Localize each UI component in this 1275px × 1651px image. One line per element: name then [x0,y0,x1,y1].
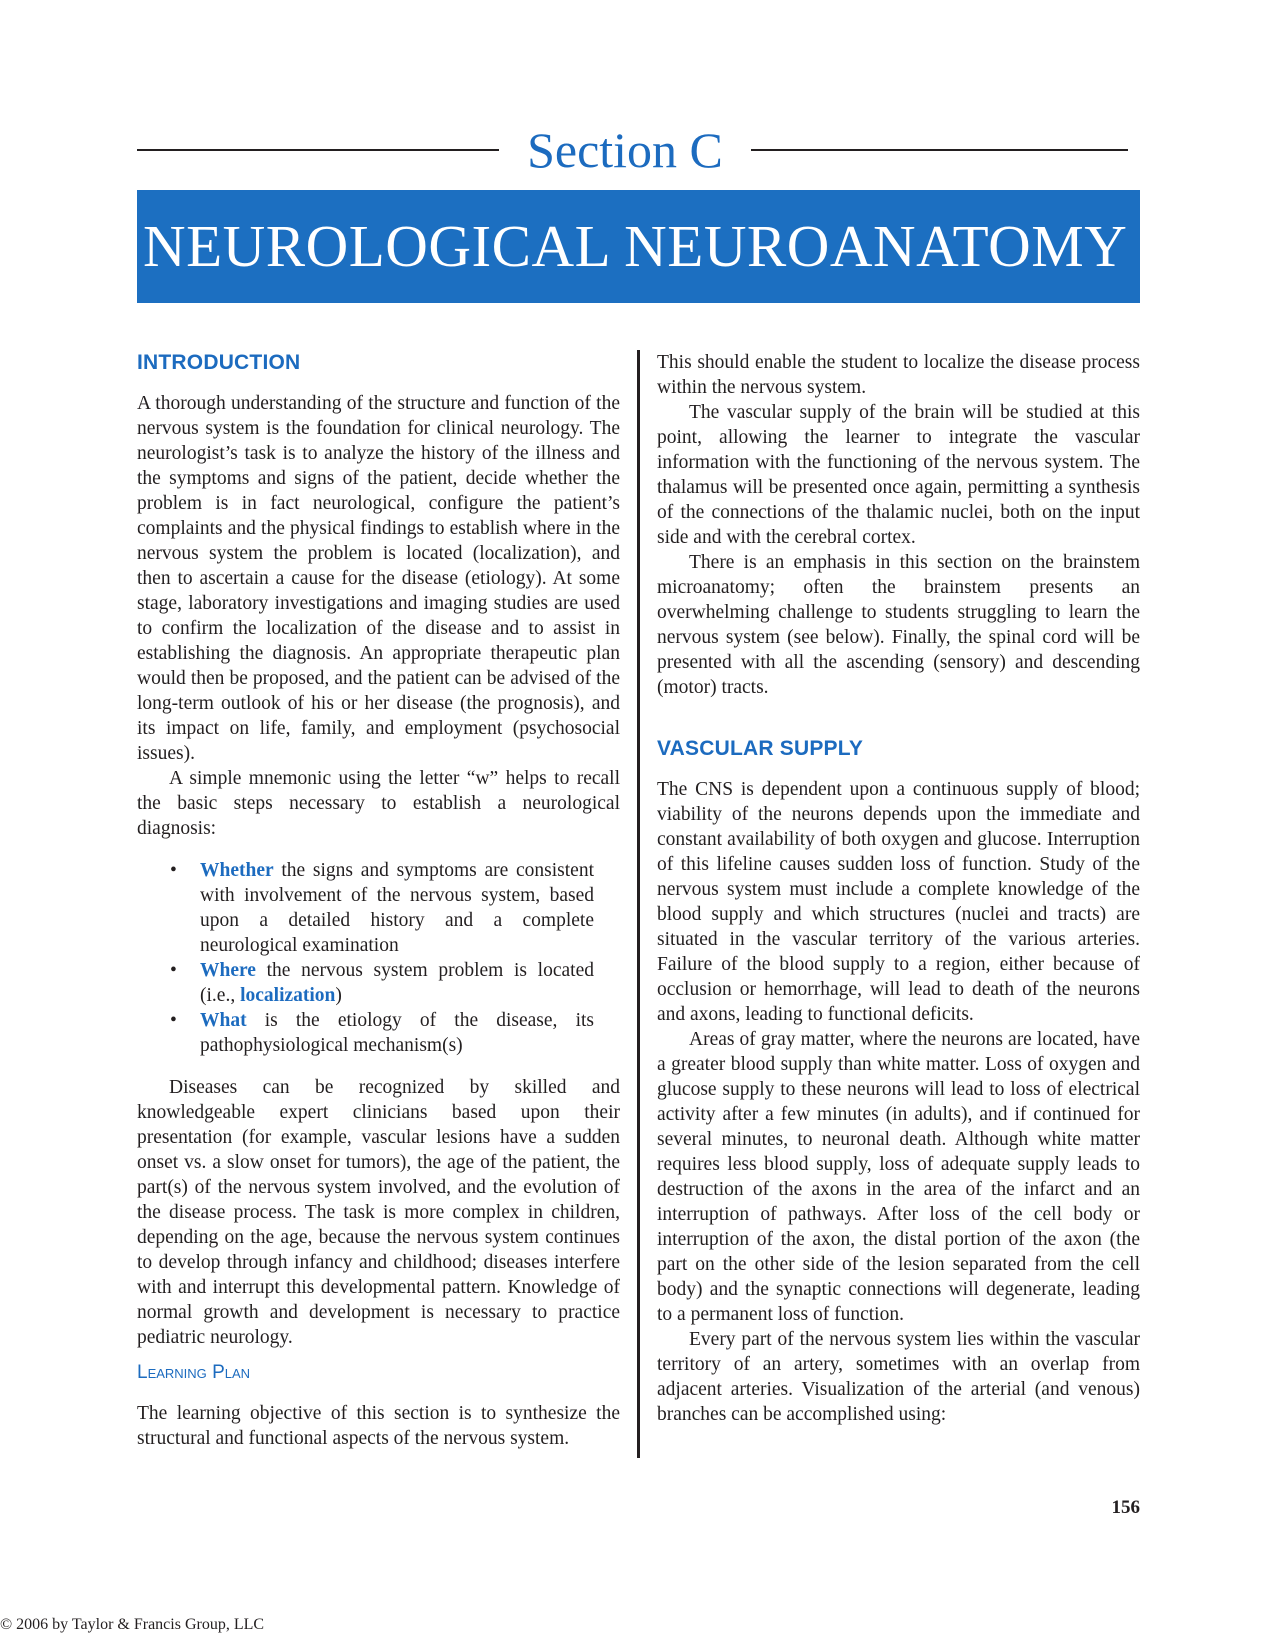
learning-plan-paragraph-1: The learning objective of this section is to synthesize the structural and functional aspects of the nervous system. [137,1403,620,1449]
keyword: What [200,1010,247,1031]
title-banner [137,190,1140,303]
vascular-supply-heading: VASCULAR SUPPLY [657,737,864,760]
copyright-notice: © 2006 by Taylor & Francis Group, LLC [0,1616,265,1633]
page-title: NEUROLOGICAL NEUROANATOMY [143,213,1128,279]
section-rule-left [137,149,499,151]
page-number: 156 [1111,1497,1140,1518]
list-item: • What is the etiology of the disease, its pathophysiological mechanism(s) [170,1010,594,1056]
list-item-text: is the etiology of the disease, its pathophysiological mechanism(s) [200,1010,594,1056]
vascular-paragraph-2: Areas of gray matter, where the neurons are located, have a greater blood supply than white matter. Loss of oxygen and glucose supply to these neurons will lead to loss of electrical activity after a few minutes (in adults), and if continued for several minutes, to neuronal death. Although white matter requires less blood supply, loss of adequate supply leads to destruction of the axons in the area of the infarct and an interruption of pathways. After loss of the cell body or interruption of the axon, the distal portion of the axon (the part on the other side of the lesion separated from the cell body) and the synaptic connections will degenerate, leading to a permanent loss of function. [657,1029,1140,1325]
keyword: localization [240,985,336,1006]
left-column [137,350,620,1451]
learning-plan-heading: Learning Plan [137,1362,251,1383]
vascular-paragraph-1: The CNS is dependent upon a continuous supply of blood; viability of the neurons depends upon the immediate and constant availability of both oxygen and glucose. Interruption of this lifeline causes sudden loss of function. Study of the nervous system must include a complete knowledge of the blood supply and which structures (nuclei and tracts) are situated in the vascular territory of the various arteries. Failure of the blood supply to a region, either because of occlusion or hemorrhage, will lead to death of the neurons and axons, leading to functional deficits. [657,779,1140,1025]
list-item-tail: ) [335,985,342,1006]
keyword: Where [200,960,256,981]
list-item-text: the signs and symptoms are consistent with involvement of the nervous system, based upon a detailed history and a complete neurological examination [200,860,594,956]
keyword: Whether [200,860,274,881]
learning-plan-paragraph-3: The vascular supply of the brain will be studied at this point, allowing the learner to integrate the vascular information with the functioning of the nervous system. The thalamus will be presented once again, permitting a synthesis of the connections of the thalamic nuclei, both on the input side and with the cerebral cortex. [657,402,1140,548]
column-divider [637,350,640,1458]
vascular-paragraph-3: Every part of the nervous system lies within the vascular territory of an artery, sometimes with an overlap from adjacent arteries. Visualization of the arterial (and venous) branches can be accomplished using: [657,1329,1140,1425]
introduction-heading: INTRODUCTION [137,351,301,374]
learning-plan-paragraph-2: This should enable the student to localize the disease process within the nervous system. [657,352,1140,398]
intro-paragraph-2: A simple mnemonic using the letter “w” helps to recall the basic steps necessary to establish a neurological diagnosis: [137,768,620,839]
list-item: • Where the nervous system problem is located (i.e., localization) [170,960,594,1006]
section-label: Section C [527,122,723,178]
mnemonic-list [137,858,620,1058]
section-rule-right [751,149,1128,151]
list-item: • Whether the signs and symptoms are consistent with involvement of the nervous system, based upon a detailed history and a complete neurological examination [170,860,594,956]
intro-paragraph-3: Diseases can be recognized by skilled and knowledgeable expert clinicians based upon their presentation (for example, vascular lesions have a sudden onset vs. a slow onset for tumors), the age of the patient, the part(s) of the nervous system involved, and the evolution of the disease process. The task is more complex in children, depending on the age, because the nervous system continues to develop through infancy and childhood; diseases interfere with and interrupt this developmental pattern. Knowledge of normal growth and development is necessary to practice pediatric neurology. [137,1077,620,1348]
learning-plan-paragraph-4: There is an emphasis in this section on the brainstem microanatomy; often the brainstem presents an overwhelming challenge to students struggling to learn the nervous system (see below). Finally, the spinal cord will be presented with all the ascending (sensory) and descending (motor) tracts. [657,552,1140,698]
intro-paragraph-1: A thorough understanding of the structure and function of the nervous system is the foundation for clinical neurology. The neurologist’s task is to analyze the history of the illness and the symptoms and signs of the patient, decide whether the problem is in fact neurological, configure the patient’s complaints and the physical findings to establish where in the nervous system the problem is located (localization), and then to ascertain a cause for the disease (etiology). At some stage, laboratory investigations and imaging studies are used to confirm the localization of the disease and to assist in establishing the diagnosis. An appropriate therapeutic plan would then be proposed, and the patient can be advised of the long-term outlook of his or her disease (the prognosis), and its impact on life, family, and employment (psychosocial issues). [137,393,620,764]
right-column [657,350,1140,1427]
list-item-text: the nervous system problem is located (i.e., [200,960,594,1006]
